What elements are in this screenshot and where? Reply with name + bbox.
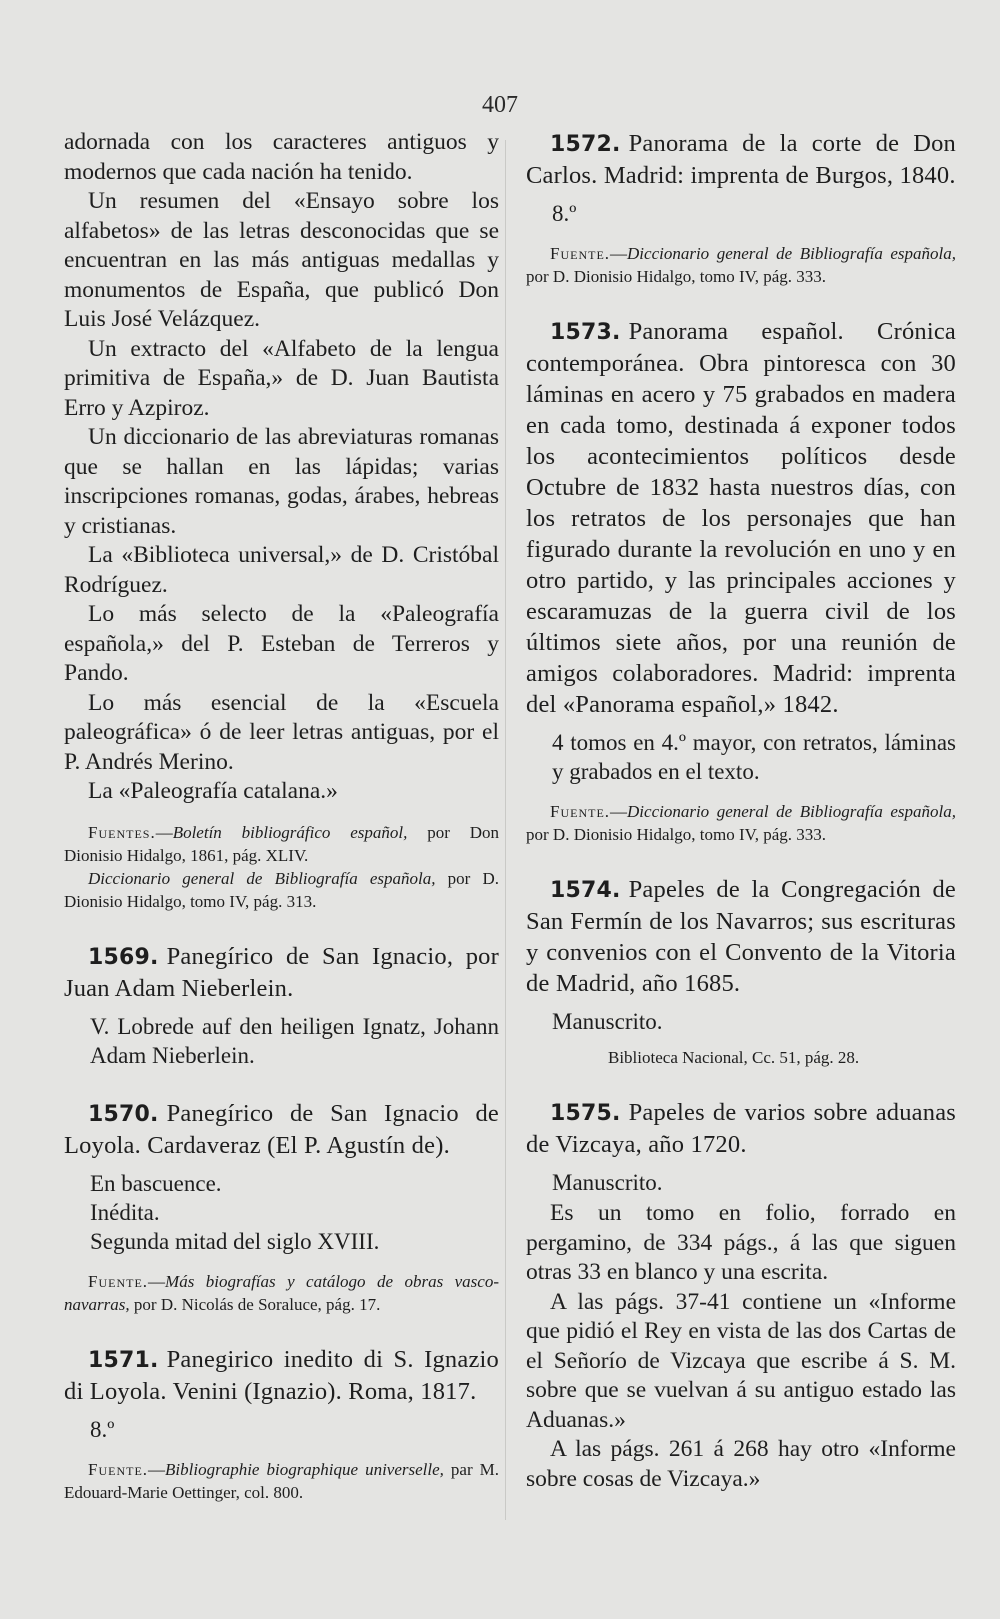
- source-citation: Bibliographie biographique universelle,: [165, 1459, 444, 1479]
- holding-location: Biblioteca Nacional, Cc. 51, pág. 28.: [608, 1048, 860, 1067]
- entry-detail: 8.º: [90, 1416, 115, 1442]
- entry-heading: [526, 1097, 956, 1160]
- source-note: Fuente.—Más biografías y catálogo de obras vasco-navarras, por D. Nicolás de Soraluce, pág. 17.: [64, 1271, 499, 1314]
- source-detail: por D. Dionisio Hidalgo, tomo IV, pág. 333.: [526, 825, 827, 844]
- source-detail: por D. Dionisio Hidalgo, tomo IV, pág. 333.: [526, 267, 827, 286]
- entry-detail: En bascuence.: [90, 1170, 222, 1196]
- source-citation: Más biografías y catálogo de obras vasco-navarras,: [64, 1271, 499, 1314]
- continuation-paragraph: Lo más esencial de la «Escuela paleográfica» ó de leer letras antiguas, por el P. Andrés Merino.: [64, 689, 499, 775]
- entry-heading: [64, 941, 499, 1004]
- entry-title: Panegírico de San Ignacio de Loyola. Cardaveraz (El P. Agustín de).: [64, 1099, 499, 1159]
- entry-title: Panorama de la corte de Don Carlos. Madrid: imprenta de Burgos, 1840.: [526, 130, 956, 189]
- source-detail: por Don Dionisio Hidalgo, 1861, pág. XLIV.: [64, 822, 499, 865]
- entry-detail: Es un tomo en folio, forrado en pergamino, de 334 págs., á las que siguen otras 33 en blanco y una escrita.: [526, 1200, 956, 1285]
- entry-number: 1570.: [88, 1101, 159, 1127]
- source-label: Fuente.: [550, 244, 611, 263]
- source-note: Fuente.—Diccionario general de Bibliografía española, por D. Dionisio Hidalgo, tomo IV, pág. 333.: [526, 244, 956, 286]
- entry-detail: 8.º: [552, 201, 577, 226]
- entry-detail: Manuscrito.: [552, 1170, 663, 1195]
- entry-heading: [64, 1344, 499, 1407]
- source-label: Fuente.: [88, 1459, 149, 1479]
- entry-heading: [526, 316, 956, 720]
- left-column: [64, 128, 499, 1504]
- entry-1571: [64, 1344, 499, 1504]
- entry-1572: [526, 128, 956, 288]
- entry-heading: [526, 874, 956, 999]
- source-citation: Diccionario general de Bibliografía española,: [627, 802, 956, 821]
- entry-title: Panorama español. Crónica contemporánea. Obra pintoresca con 30 láminas en acero y 75 grabados en madera en cada tomo, destinada á exponer todos los acontecimientos políticos desde Octubre de 1832 hasta nuestros días, con los retratos de los personajes que han figurado durante la revolución en uno y en otro partido, y las principales acciones y escaramuzas de la guerra civil de los últimos siete años, por una reunión de amigos colaboradores. Madrid: imprenta del «Panorama español,» 1842.: [526, 318, 956, 718]
- entry-1570: [64, 1098, 499, 1316]
- source-citation: Boletín bibliográfico español,: [172, 822, 408, 842]
- source-detail: por D. Nicolás de Soraluce, pág. 17.: [129, 1294, 381, 1314]
- entry-detail: V. Lobrede auf den heiligen Ignatz, Johann Adam Nieberlein.: [90, 1013, 499, 1068]
- entry-number: 1573.: [550, 320, 621, 345]
- entry-1573: [526, 316, 956, 846]
- source-label: Fuente.: [88, 1271, 149, 1291]
- entry-number: 1571.: [88, 1347, 159, 1373]
- entry-1569: [64, 941, 499, 1070]
- continuation-paragraph: Lo más selecto de la «Paleografía española,» del P. Esteban de Terreros y Pando.: [64, 601, 499, 686]
- entry-detail: A las págs. 37-41 contiene un «Informe que pidió el Rey en vista de las dos Cartas de el Señorío de Vizcaya que escribe á S. M. sobre que se vuelvan á su antiguo estado las Aduanas.»: [526, 1288, 956, 1433]
- entry-1575: [526, 1097, 956, 1494]
- entry-number: 1574.: [550, 878, 621, 903]
- entry-detail: 4 tomos en 4.º mayor, con retratos, láminas y grabados en el texto.: [552, 730, 956, 784]
- column-divider: [505, 140, 506, 1520]
- entry-title: Panegírico de San Ignacio, por Juan Adam Nieberlein.: [64, 942, 499, 1002]
- entry-title: Panegirico inedito di S. Ignazio di Loyola. Venini (Ignazio). Roma, 1817.: [64, 1345, 499, 1405]
- source-label: Fuentes.: [88, 822, 156, 842]
- source-note: Fuente.—Diccionario general de Bibliografía española, por D. Dionisio Hidalgo, tomo IV, pág. 333.: [526, 802, 956, 844]
- continuation-paragraph: adornada con los caracteres antiguos y modernos que cada nación ha tenido.: [64, 129, 499, 185]
- entry-title: Papeles de varios sobre aduanas de Vizcaya, año 1720.: [526, 1099, 956, 1158]
- continuation-paragraph: La «Biblioteca universal,» de D. Cristóbal Rodríguez.: [64, 542, 499, 598]
- entry-1574: [526, 874, 956, 1069]
- entry-detail: A las págs. 261 á 268 hay otro «Informe sobre cosas de Vizcaya.»: [526, 1436, 956, 1492]
- continuation-paragraph: Un extracto del «Alfabeto de la lengua primitiva de España,» de D. Juan Bautista Erro y Azpiroz.: [64, 335, 499, 421]
- entry-detail: Segunda mitad del siglo XVIII.: [90, 1228, 380, 1254]
- source-note: Fuente.—Bibliographie biographique universelle, par M. Edouard-Marie Oettinger, col. 800.: [64, 1459, 499, 1502]
- entry-title: Papeles de la Congregación de San Fermín de los Navarros; sus escrituras y convenios con el Convento de la Vitoria de Madrid, año 1685.: [526, 876, 956, 997]
- entry-number: 1572.: [550, 132, 621, 157]
- continuation-paragraph: La «Paleografía catalana.»: [88, 778, 338, 804]
- entry-heading: [64, 1098, 499, 1161]
- source-detail: par M. Edouard-Marie Oettinger, col. 800.: [64, 1459, 499, 1502]
- source-citation: Diccionario general de Bibliografía española,: [627, 244, 956, 263]
- entry-heading: [526, 128, 956, 191]
- continuation-paragraph: Un diccionario de las abreviaturas romanas que se hallan en las lápidas; varias inscripciones romanas, godas, árabes, hebreas y cristianas.: [64, 424, 499, 539]
- right-column: [526, 128, 956, 1494]
- entry-number: 1575.: [550, 1101, 621, 1126]
- source-citation: Diccionario general de Bibliografía española,: [88, 868, 436, 888]
- continuation-paragraph: Un resumen del «Ensayo sobre los alfabetos» de las letras desconocidas que se encuentran en las más antiguas medallas y monumentos de España, que publicó Don Luis José Velázquez.: [64, 188, 499, 332]
- entry-detail: Inédita.: [90, 1199, 160, 1225]
- source-note: Fuentes.—Boletín bibliográfico español, por Don Dionisio Hidalgo, 1861, pág. XLIV. Diccionario general de Bibliografía española, por D. Dionisio Hidalgo, tomo IV, pág. 313.: [64, 822, 499, 911]
- entry-number: 1569.: [88, 944, 159, 970]
- source-label: Fuente.: [550, 802, 611, 821]
- source-detail: por D. Dionisio Hidalgo, tomo IV, pág. 313.: [64, 868, 499, 911]
- entry-detail: Manuscrito.: [552, 1009, 663, 1034]
- page-number: 407: [482, 92, 518, 118]
